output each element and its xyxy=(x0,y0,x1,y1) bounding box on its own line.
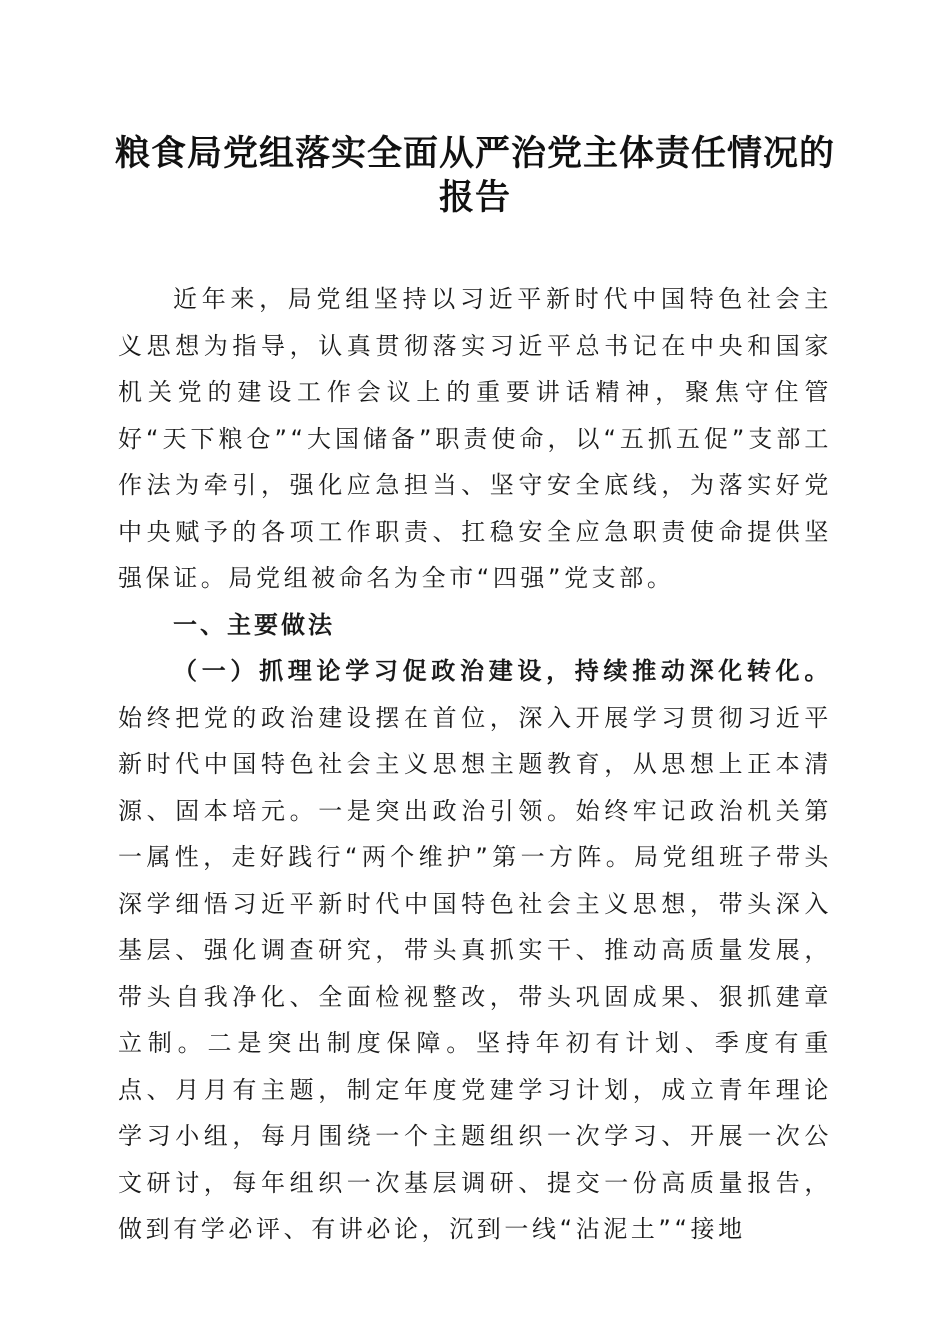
section-heading: 一、主要做法 xyxy=(173,610,335,639)
subsection-paragraph xyxy=(118,648,832,1253)
document-title: 粮食局党组落实全面从严治党主体责任情况的报告 xyxy=(114,133,835,218)
document-body xyxy=(118,276,832,1253)
subsection-heading: （一）抓理论学习促政治建设，持续推动深化转化。 xyxy=(173,657,832,685)
subsection-body: 始终把党的政治建设摆在首位，深入开展学习贯彻习近平新时代中国特色社会主义思想主题教育，从思想上正本清源、固本培元。一是突出政治引领。始终牢记政治机关第一属性，走好践行“两个维护”第一方阵。局党组班子带头深学细悟习近平新时代中国特色社会主义思想，带头深入基层、强化调查研究，带头真抓实干、推动高质量发展，带头自我净化、全面检视整改，带头巩固成果、狠抓建章立制。二是突出制度保障。坚持年初有计划、季度有重点、月月有主题，制定年度党建学习计划，成立青年理论学习小组，每月围绕一个主题组织一次学习、开展一次公文研讨，每年组织一次基层调研、提交一份高质量报告，做到有学必评、有讲必论，沉到一线“沾泥土”“接地 xyxy=(118,703,832,1243)
intro-paragraph: 近年来，局党组坚持以习近平新时代中国特色社会主义思想为指导，认真贯彻落实习近平总书记在中央和国家机关党的建设工作会议上的重要讲话精神，聚焦守住管好“天下粮仓”“大国储备”职责使命，以“五抓五促”支部工作法为牵引，强化应急担当、坚守安全底线，为落实好党中央赋予的各项工作职责、扛稳安全应急职责使命提供坚强保证。局党组被命名为全市“四强”党支部。 xyxy=(118,285,832,592)
